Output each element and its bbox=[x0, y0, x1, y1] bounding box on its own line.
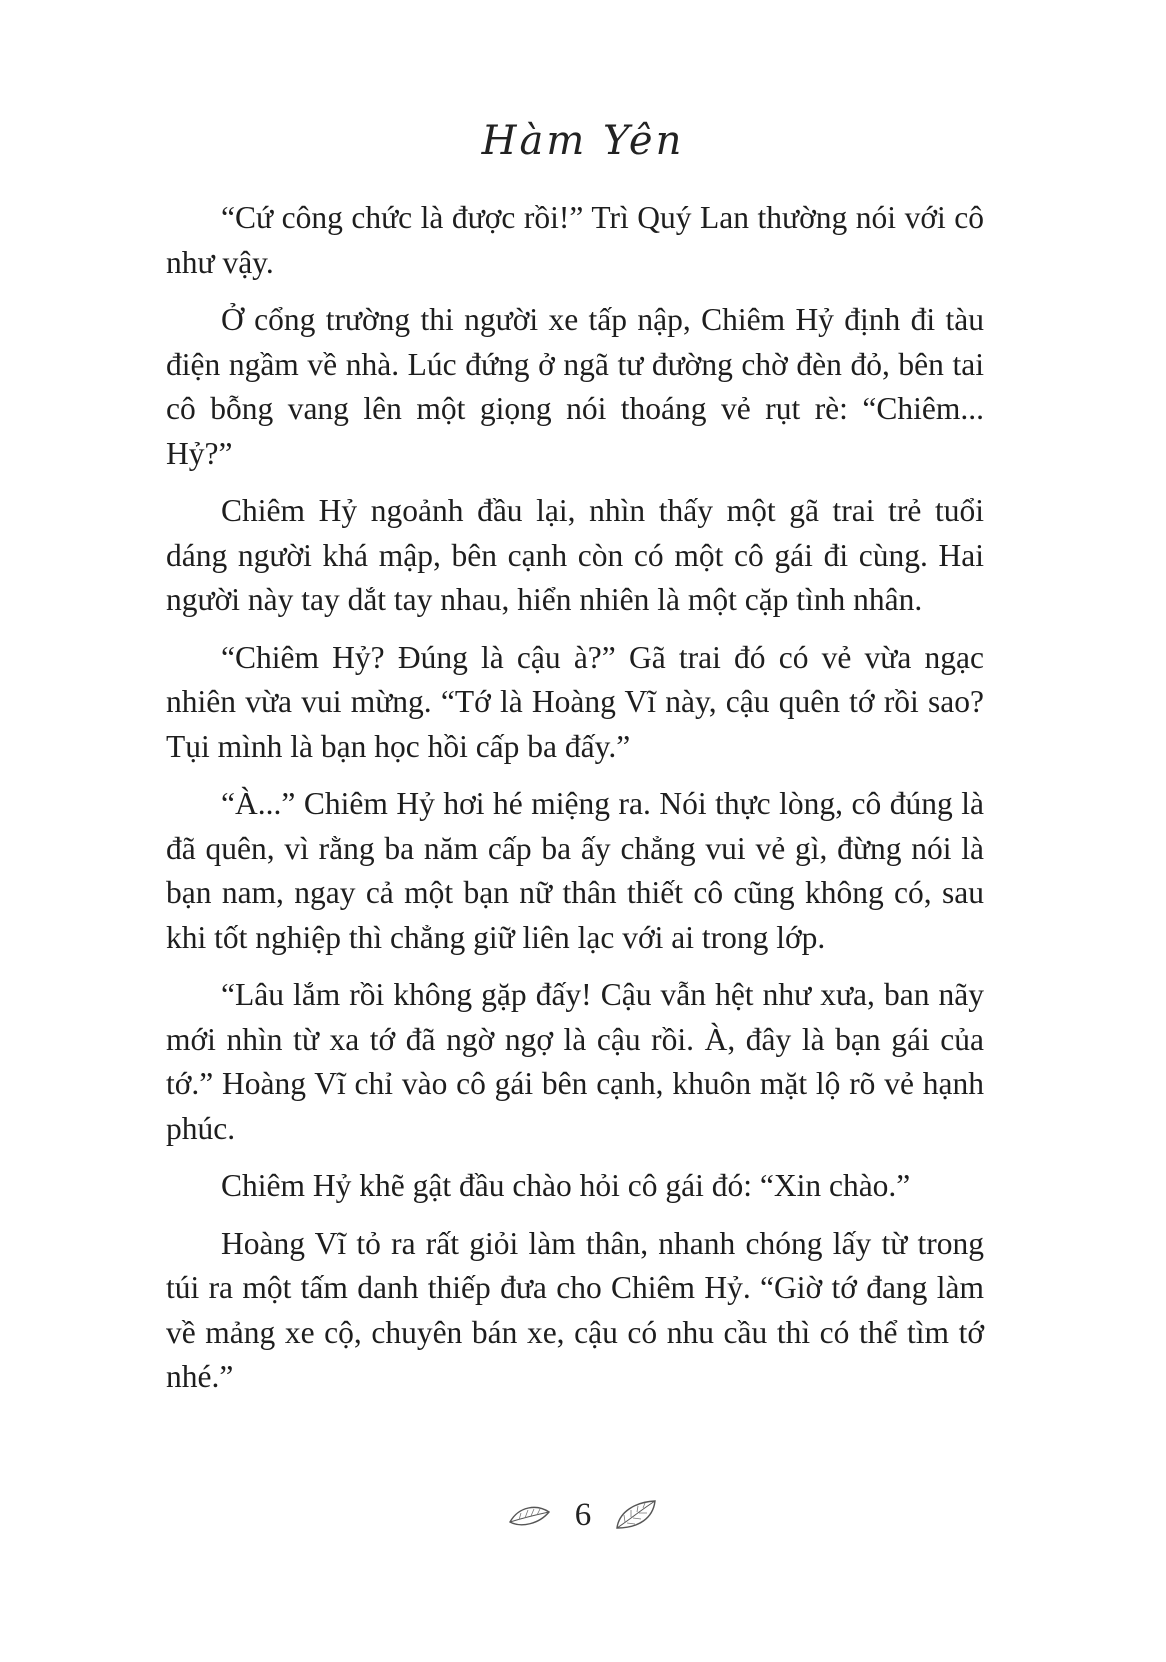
page-footer bbox=[0, 1485, 1166, 1545]
body-text bbox=[166, 196, 984, 1413]
running-header-title: Hàm Yên bbox=[481, 118, 685, 164]
paragraph: “Chiêm Hỷ? Đúng là cậu à?” Gã trai đó có vẻ vừa ngạc nhiên vừa vui mừng. “Tớ là Hoàng Vĩ này, cậu quên tớ rồi sao? Tụi mình là bạn học hồi cấp ba đấy.” bbox=[166, 639, 984, 764]
paragraph: “À...” Chiêm Hỷ hơi hé miệng ra. Nói thực lòng, cô đúng là đã quên, vì rằng ba năm cấp ba ấy chẳng vui vẻ gì, đừng nói là bạn nam, ngay cả một bạn nữ thân thiết cô cũng không có, sau khi tốt nghiệp thì chẳng giữ liên lạc với ai trong lớp. bbox=[166, 786, 984, 955]
paragraph: Ở cổng trường thi người xe tấp nập, Chiêm Hỷ định đi tàu điện ngầm về nhà. Lúc đứng ở ngã tư đường chờ đèn đỏ, bên tai cô bỗng vang lên một giọng nói thoáng vẻ rụt rè: “Chiêm... Hỷ?” bbox=[166, 302, 984, 471]
paragraph: “Lâu lắm rồi không gặp đấy! Cậu vẫn hệt như xưa, ban nãy mới nhìn từ xa tớ đã ngờ ngợ là cậu rồi. À, đây là bạn gái của tớ.” Hoàng Vĩ chỉ vào cô gái bên cạnh, khuôn mặt lộ rõ vẻ hạnh phúc. bbox=[166, 977, 984, 1146]
page-number: 6 bbox=[574, 1496, 592, 1533]
paragraph: Chiêm Hỷ ngoảnh đầu lại, nhìn thấy một gã trai trẻ tuổi dáng người khá mập, bên cạnh còn có một cô gái đi cùng. Hai người này tay dắt tay nhau, hiển nhiên là một cặp tình nhân. bbox=[166, 493, 984, 617]
paragraph: Chiêm Hỷ khẽ gật đầu chào hỏi cô gái đó: “Xin chào.” bbox=[221, 1168, 911, 1203]
paragraph: “Cứ công chức là được rồi!” Trì Quý Lan thường nói với cô như vậy. bbox=[166, 200, 984, 280]
paragraph: Hoàng Vĩ tỏ ra rất giỏi làm thân, nhanh chóng lấy từ trong túi ra một tấm danh thiếp đưa cho Chiêm Hỷ. “Giờ tớ đang làm về mảng xe cộ, chuyên bán xe, cậu có nhu cầu thì có thể tìm tớ nhé.” bbox=[166, 1225, 984, 1394]
leaf-icon bbox=[507, 1500, 553, 1530]
leaf-icon bbox=[613, 1498, 659, 1532]
